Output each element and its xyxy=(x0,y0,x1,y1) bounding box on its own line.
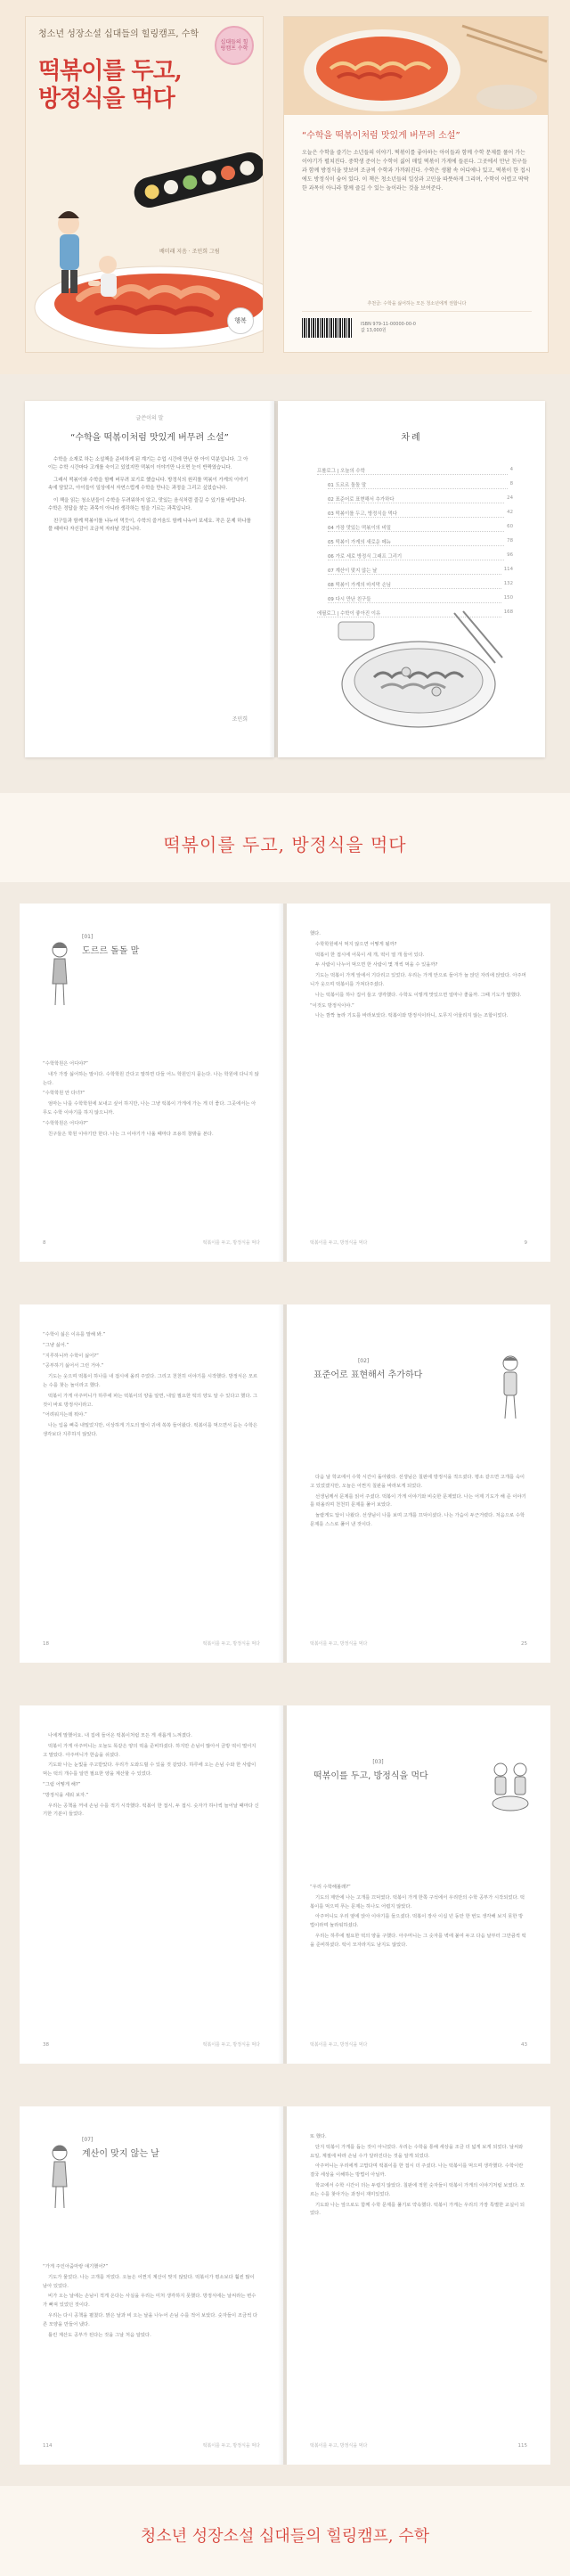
page-number: 8 xyxy=(43,1240,46,1246)
girl-doodle-icon xyxy=(43,2142,77,2212)
paragraph: 아주머니는 우리에게 고맙다며 떡볶이를 한 접시 더 주셨다. 나는 떡볶이를 먹으며 생각했다. 수학이란 결국 세상을 이해하는 방법이 아닐까. xyxy=(310,2163,524,2179)
paragraph: 기도와 나는 눈빛을 주고받았다. 우리가 도와드릴 수 있을 것 같았다. 하루에 오는 손님 수와 한 사람이 먹는 떡의 개수를 알면 필요한 양을 계산할 수 있었다. xyxy=(43,1762,256,1778)
prologue-paragraph: 이 책을 읽는 청소년들이 수학을 두려워하지 않고, 맛있는 음식처럼 즐길 수 있기를 바랍니다. 수학은 정답을 찾는 과목이 아니라 생각하는 힘을 기르는 과목입니다. xyxy=(48,497,247,512)
paragraph: 기도의 제안에 나는 고개를 끄덕였다. 떡볶이 가게 한쪽 구석에서 우리만의 수학 공부가 시작되었다. 떡볶이를 먹으며 푸는 문제는 하나도 어렵지 않았다. xyxy=(310,1894,525,1910)
running-head: 떡볶이를 두고, 방정식을 먹다 xyxy=(202,2042,260,2048)
paragraph: “그럼 어떻게 해?” xyxy=(43,1781,81,1787)
paragraph: 기도가 물었다. 나는 고개를 저었다. 오늘은 어쩐지 계산이 맞지 않았다. 떡볶이가 평소보다 훨씬 많이 남아 있었다. xyxy=(43,2274,255,2289)
page-number: 43 xyxy=(521,2042,527,2048)
chapter-number: [01] xyxy=(82,934,94,940)
series-line: 청소년 성장소설 십대들의 힐링캠프, 수학 xyxy=(38,29,200,39)
cover-title-line1: 떡볶이를 두고, xyxy=(38,58,182,85)
running-head: 떡볶이를 두고, 방정식을 먹다 xyxy=(310,2443,368,2449)
page-number: 114 xyxy=(43,2443,53,2449)
prologue-paragraph: 친구들과 함께 떡볶이를 나누어 먹듯이, 수학의 즐거움도 함께 나누어 보세요. 작은 문제 하나를 풀 때마다 자신감이 조금씩 자라날 것입니다. xyxy=(48,518,251,533)
inner-spread-4 xyxy=(0,2085,570,2486)
paragraph: 기도와 나는 앞으로도 함께 수학 문제를 풀기로 약속했다. 떡볶이 가게는 우리의 가장 특별한 교실이 되었다. xyxy=(310,2202,525,2217)
running-head: 떡볶이를 두고, 방정식을 먹다 xyxy=(310,1641,368,1647)
prologue-body xyxy=(48,456,251,538)
page-number: 9 xyxy=(524,1240,527,1246)
prologue-page xyxy=(25,401,274,757)
running-head: 떡볶이를 두고, 방정식을 먹다 xyxy=(310,1240,368,1246)
paragraph: 학교에서 수학 시간이 더는 두렵지 않았다. 칠판에 적힌 숫자들이 떡볶이 가게의 이야기처럼 보였다. 모르는 수를 찾아가는 과정이 재미있었다. xyxy=(310,2182,525,2197)
boy-doodle-icon xyxy=(493,1353,527,1422)
paragraph: “우리 수학해볼래?” xyxy=(310,1885,351,1890)
toc-item: 06 가로 세로 방정식 그래프 그리기 96 xyxy=(328,552,513,560)
back-description: 오늘은 수학을 즐기는 소년들의 이야기. 떡볶이를 좋아하는 아이들과 함께 수학 문제를 풀어 가는 이야기가 펼쳐진다. 중학생 준이는 수학이 싫어 매일 떡볶이 가게에 들른다. 그곳에서 만난 친구들과 함께 방정식을 맛보며 조금씩 수학과 가까워진다. 수학은 생활 속 어디에나 있고, 떡볶이 한 접시에도 방정식이 숨어 있다. 이 책은 청소년들의 일상과 고민을 따뜻하게 그리며, 수학이 어렵고 딱딱한 과목이 아니라 함께 즐길 수 있는 놀이라는 것을 보여준다. xyxy=(302,150,531,192)
paragraph: “수학학원은 어디야?” xyxy=(43,1061,88,1067)
page-number: 18 xyxy=(43,1641,49,1647)
running-head: 떡볶이를 두고, 방정식을 먹다 xyxy=(202,1641,260,1647)
body-text xyxy=(43,1060,260,1141)
toc-item: 02 표준어로 표현해서 추가하다 24 xyxy=(328,495,513,503)
paragraph: “수학학원 안 다녀?” xyxy=(43,1091,86,1097)
chapter-number: [03] xyxy=(372,1759,384,1765)
running-head: 떡볶이를 두고, 방정식을 먹다 xyxy=(202,2443,260,2449)
body-text xyxy=(310,2133,527,2220)
page-number: 115 xyxy=(517,2443,527,2449)
tteokbokki-pan-illustration xyxy=(321,595,508,738)
body-text xyxy=(310,930,527,1023)
page-number: 25 xyxy=(521,1641,527,1647)
prologue-paragraph: 그래서 떡볶이와 수학을 함께 버무려 보기로 했습니다. 방정식의 원리를 떡볶이 가게의 이야기 속에 담았고, 아이들이 일상에서 자연스럽게 수학을 만나는 과정을 그리고 싶었습니다. xyxy=(48,477,248,492)
paragraph: 떡볶이 가게 아주머니는 오늘도 똑같은 양의 떡을 준비하셨다. 하지만 손님이 많아서 금방 떡이 떨어지고 말았다. 아주머니가 한숨을 쉬셨다. xyxy=(43,1743,256,1758)
cover-author: 배미래 지음 · 조민희 그림 xyxy=(159,249,220,255)
paragraph: “방정식을 세워 보자.” xyxy=(43,1792,89,1798)
back-cover-illustration xyxy=(284,17,549,115)
chapter-heading xyxy=(314,1759,428,1812)
paragraph: “이것도 방정식이야.” xyxy=(310,1002,354,1009)
left-page xyxy=(20,1705,283,2064)
chapter-number: [02] xyxy=(357,1358,370,1364)
paragraph: “공부하기 싫어서 그런 거야.” xyxy=(43,1363,104,1370)
series-banner xyxy=(0,2486,570,2576)
chapter-heading xyxy=(82,2137,159,2190)
toc-item: 프롤로그 | 오늘의 수학 4 xyxy=(317,467,513,474)
toc-item: 04 가장 맛있는 떡볶이의 비밀 60 xyxy=(328,524,513,531)
cover-title xyxy=(38,58,182,112)
price: 값 13,000원 xyxy=(361,328,387,333)
paragraph: 놀랍게도 답이 나왔다. 선생님이 나를 보며 고개를 끄덕이셨다. 나는 가슴이 두근거렸다. 처음으로 수학 문제를 스스로 풀어 낸 것이다. xyxy=(310,1513,525,1527)
toc-item: 09 다시 만난 친구들 150 xyxy=(328,595,513,602)
barcode xyxy=(302,318,352,338)
paragraph: 친구들은 학원 이야기만 한다. 나는 그 이야기가 나올 때마다 조용히 창밖을 본다. xyxy=(48,1131,214,1137)
cover-section xyxy=(0,0,570,374)
paragraph: 우리는 다시 공책을 펼쳤다. 맑은 날과 비 오는 날을 나누어 손님 수를 적어 보았다. 숫자들이 조금씩 다른 모양을 만들어 냈다. xyxy=(43,2312,257,2327)
chapter-title: 도르르 돌돌 말 xyxy=(82,946,140,956)
toc-item: 01 도르르 돌돌 말 8 xyxy=(328,481,513,488)
paragraph: 떡볶이 한 접시에 어묵이 세 개, 떡이 열 개 들어 있다. xyxy=(315,952,425,958)
right-page xyxy=(287,904,550,1262)
series-banner-text: 청소년 성장소설 십대들의 힐링캠프, 수학 xyxy=(140,2527,430,2546)
inner-spread-2 xyxy=(0,1283,570,1684)
chapter-title: 계산이 맞지 않는 날 xyxy=(82,2149,159,2159)
paragraph: 두 사람이 나누어 먹으면 한 사람이 몇 개씩 먹을 수 있을까? xyxy=(315,962,438,969)
running-head: 떡볶이를 두고, 방정식을 먹다 xyxy=(310,2042,368,2048)
front-cover xyxy=(25,16,264,353)
toc-item: 05 떡볶이 가게의 새로운 메뉴 78 xyxy=(328,538,513,545)
prologue-spread xyxy=(0,374,570,793)
paragraph: 우리는 하루에 필요한 떡의 양을 구했다. 아주머니는 그 숫자를 벽에 붙여 두고 다음 날부터 그만큼씩 떡을 준비하셨다. 떡이 모자라지도 남지도 않았다. xyxy=(310,1933,526,1948)
left-page xyxy=(20,2106,283,2465)
paragraph: 엄마는 나를 수학학원에 보내고 싶어 하지만, 나는 그냥 떡볶이 가게에 가는 게 더 좋다. 그곳에서는 아무도 수학 이야기를 하지 않으니까. xyxy=(43,1101,256,1116)
toc-title: 차례 xyxy=(401,433,422,443)
kids-eating-doodle-icon xyxy=(490,1750,531,1820)
banner-title: 떡볶이를 두고, 방정식을 먹다 xyxy=(163,834,407,855)
isbn: ISBN 979-11-00000-00-0 xyxy=(361,322,416,327)
prologue-title: “수학을 떡볶이처럼 맛있게 버무려 소설” xyxy=(70,433,229,443)
right-page xyxy=(287,2106,550,2465)
divider xyxy=(302,311,532,312)
paragraph: “그냥 싫어.” xyxy=(43,1342,69,1348)
price-info xyxy=(361,322,416,334)
paragraph: 내가 가장 싫어하는 말이다. 수학학원 간다고 말하면 다들 어느 학원인지 묻는다. 나는 학원에 다니지 않는다. xyxy=(43,1071,259,1086)
back-quote: “수학을 떡볶이처럼 맛있게 버무려 소설” xyxy=(302,131,460,141)
body-text xyxy=(310,1474,527,1532)
page-number: 38 xyxy=(43,2042,49,2048)
paragraph: 다음 날 학교에서 수학 시간이 돌아왔다. 선생님은 칠판에 방정식을 적으셨다. 평소 같으면 고개를 숙이고 있었겠지만, 오늘은 어쩐지 칠판을 바라보게 되었다. xyxy=(310,1475,525,1489)
paragraph: 떡볶이 가게 아주머니가 하루에 파는 떡볶이의 양을 알면, 내일 필요한 떡의 양도 알 수 있다고 했다. 그것이 바로 방정식이라고. xyxy=(43,1393,257,1408)
chapter-title: 떡볶이를 두고, 방정식을 먹다 xyxy=(314,1771,428,1781)
toc-item: 03 떡볶이를 두고, 방정식을 먹다 42 xyxy=(328,510,513,517)
paragraph: 비가 오는 날에는 손님이 적게 온다는 사실을 우리는 미처 생각하지 못했다. 방정식에는 날씨라는 변수가 빠져 있었던 것이다. xyxy=(43,2294,256,2309)
paragraph: “어려워지는데 뭐야.” xyxy=(43,1412,87,1419)
paragraph: 기도는 웃으며 떡볶이 하나를 내 접시에 올려 주었다. 그리고 천천히 이야기를 시작했다. 방정식은 모르는 수를 찾는 놀이라고 했다. xyxy=(43,1374,258,1388)
paragraph: 했다. xyxy=(310,931,321,936)
paragraph: 기도는 떡볶이 가게 앞에서 기다리고 있었다. 우리는 가게 안으로 들어가 늘 앉던 자리에 앉았다. 아주머니가 웃으며 떡볶이를 가져다주셨다. xyxy=(310,973,526,987)
chapter-heading xyxy=(82,934,139,987)
right-page xyxy=(287,1304,550,1663)
inner-spread-3 xyxy=(0,1684,570,2085)
paragraph: 나는 떡볶이를 하나 집어 들고 생각했다. 수학도 이렇게 맛있으면 얼마나 좋을까. 그때 기도가 말했다. xyxy=(315,992,522,998)
chapter-number: [07] xyxy=(82,2137,94,2143)
girl-doodle-icon xyxy=(43,939,77,1009)
prologue-signature: 조민희 xyxy=(232,716,248,723)
paragraph: 나는 입을 삐죽 내밀었지만, 이상하게 기도의 말이 귀에 쏙쏙 들어왔다. 떡볶이를 먹으면서 듣는 수학은 생각보다 지루하지 않았다. xyxy=(43,1423,258,1437)
paragraph: “수학이 싫은 이유를 말해 봐.” xyxy=(43,1332,106,1337)
left-page xyxy=(20,1304,283,1663)
series-badge: 십대들의 힐링캠프 수학 xyxy=(215,26,254,65)
paragraph: 틀린 계산도 공부가 된다는 것을 그날 처음 알았다. xyxy=(48,2332,151,2338)
left-page xyxy=(20,904,283,1262)
inner-spread-1 xyxy=(0,882,570,1283)
title-banner xyxy=(0,793,570,882)
paragraph: 아주머니도 우리 옆에 앉아 이야기를 들으셨다. 떡볶이 장사 이십 년 동안 한 번도 생각해 보지 못한 방법이라며 놀라워하셨다. xyxy=(310,1914,524,1929)
body-text xyxy=(43,1732,260,1821)
toc-item: 에필로그 | 수학이 좋아진 이유 168 xyxy=(317,609,513,617)
body-text xyxy=(43,2263,260,2342)
chapter-title: 표준어로 표현해서 추가하다 xyxy=(314,1370,423,1380)
chapter-heading xyxy=(314,1358,422,1411)
paragraph: 우리는 공책을 꺼내 손님 수를 적기 시작했다. 떡볶이 한 접시, 두 접시. 숫자가 하나씩 늘어날 때마다 신기한 기분이 들었다. xyxy=(43,1803,259,1818)
body-text xyxy=(43,1331,260,1442)
prologue-paragraph: 수학을 소재로 하는 소설책을 준비하게 된 계기는 수업 시간에 만난 한 아이 덕분입니다. 그 아이는 수학 시간마다 고개를 숙이고 있었지만 떡볶이 이야기만 나오면 눈이 반짝였습니다. xyxy=(48,457,248,471)
cover-title-line2: 방정식을 먹다 xyxy=(38,85,175,112)
running-head: 떡볶이를 두고, 방정식을 먹다 xyxy=(202,1240,260,1246)
paragraph: 또 했다. xyxy=(310,2134,327,2139)
back-recommendation: 추천글: 수학을 싫어하는 모든 청소년에게 권합니다 xyxy=(367,301,467,307)
paragraph: 수학학원에서 먹지 않으면 어떻게 될까? xyxy=(315,941,397,947)
paragraph: “가게 주인아줌마랑 얘기했어?” xyxy=(43,2264,109,2269)
paragraph: 선생님께서 문제를 읽어 주셨다. 떡볶이 가게 이야기와 비슷한 문제였다. 나는 어제 기도가 해 준 이야기를 떠올리며 천천히 문제를 풀어 보았다. xyxy=(310,1493,526,1509)
paragraph: 나에게 말했어요. 내 집에 들어온 떡볶이처럼 모든 게 새롭게 느껴졌다. xyxy=(48,1733,192,1738)
paragraph: “지루하니까 수학이 싫어?” xyxy=(43,1353,99,1359)
paragraph: “수학학원은 어디야?” xyxy=(43,1120,88,1126)
body-text xyxy=(310,1884,527,1952)
publisher-logo: 행복 xyxy=(227,307,254,334)
paragraph: 나는 깜짝 놀라 기도를 바라보았다. 떡볶이와 방정식이라니, 도무지 어울리지 않는 조합이었다. xyxy=(315,1013,509,1019)
paragraph: 단지 떡볶이 가게를 돕는 것이 아니었다. 우리는 수학을 통해 세상을 조금 더 넓게 보게 되었다. 날씨와 요일, 계절에 따라 손님 수가 달라진다는 것을 알게 되었다. xyxy=(310,2144,524,2159)
toc-page xyxy=(278,401,545,757)
toc-item: 07 계산이 맞지 않는 날 114 xyxy=(328,567,513,574)
right-page xyxy=(287,1705,550,2064)
prologue-label: 글쓴이의 말 xyxy=(135,415,164,421)
back-cover xyxy=(283,16,549,353)
toc-item: 08 떡볶이 가게의 마지막 손님 132 xyxy=(328,581,513,588)
